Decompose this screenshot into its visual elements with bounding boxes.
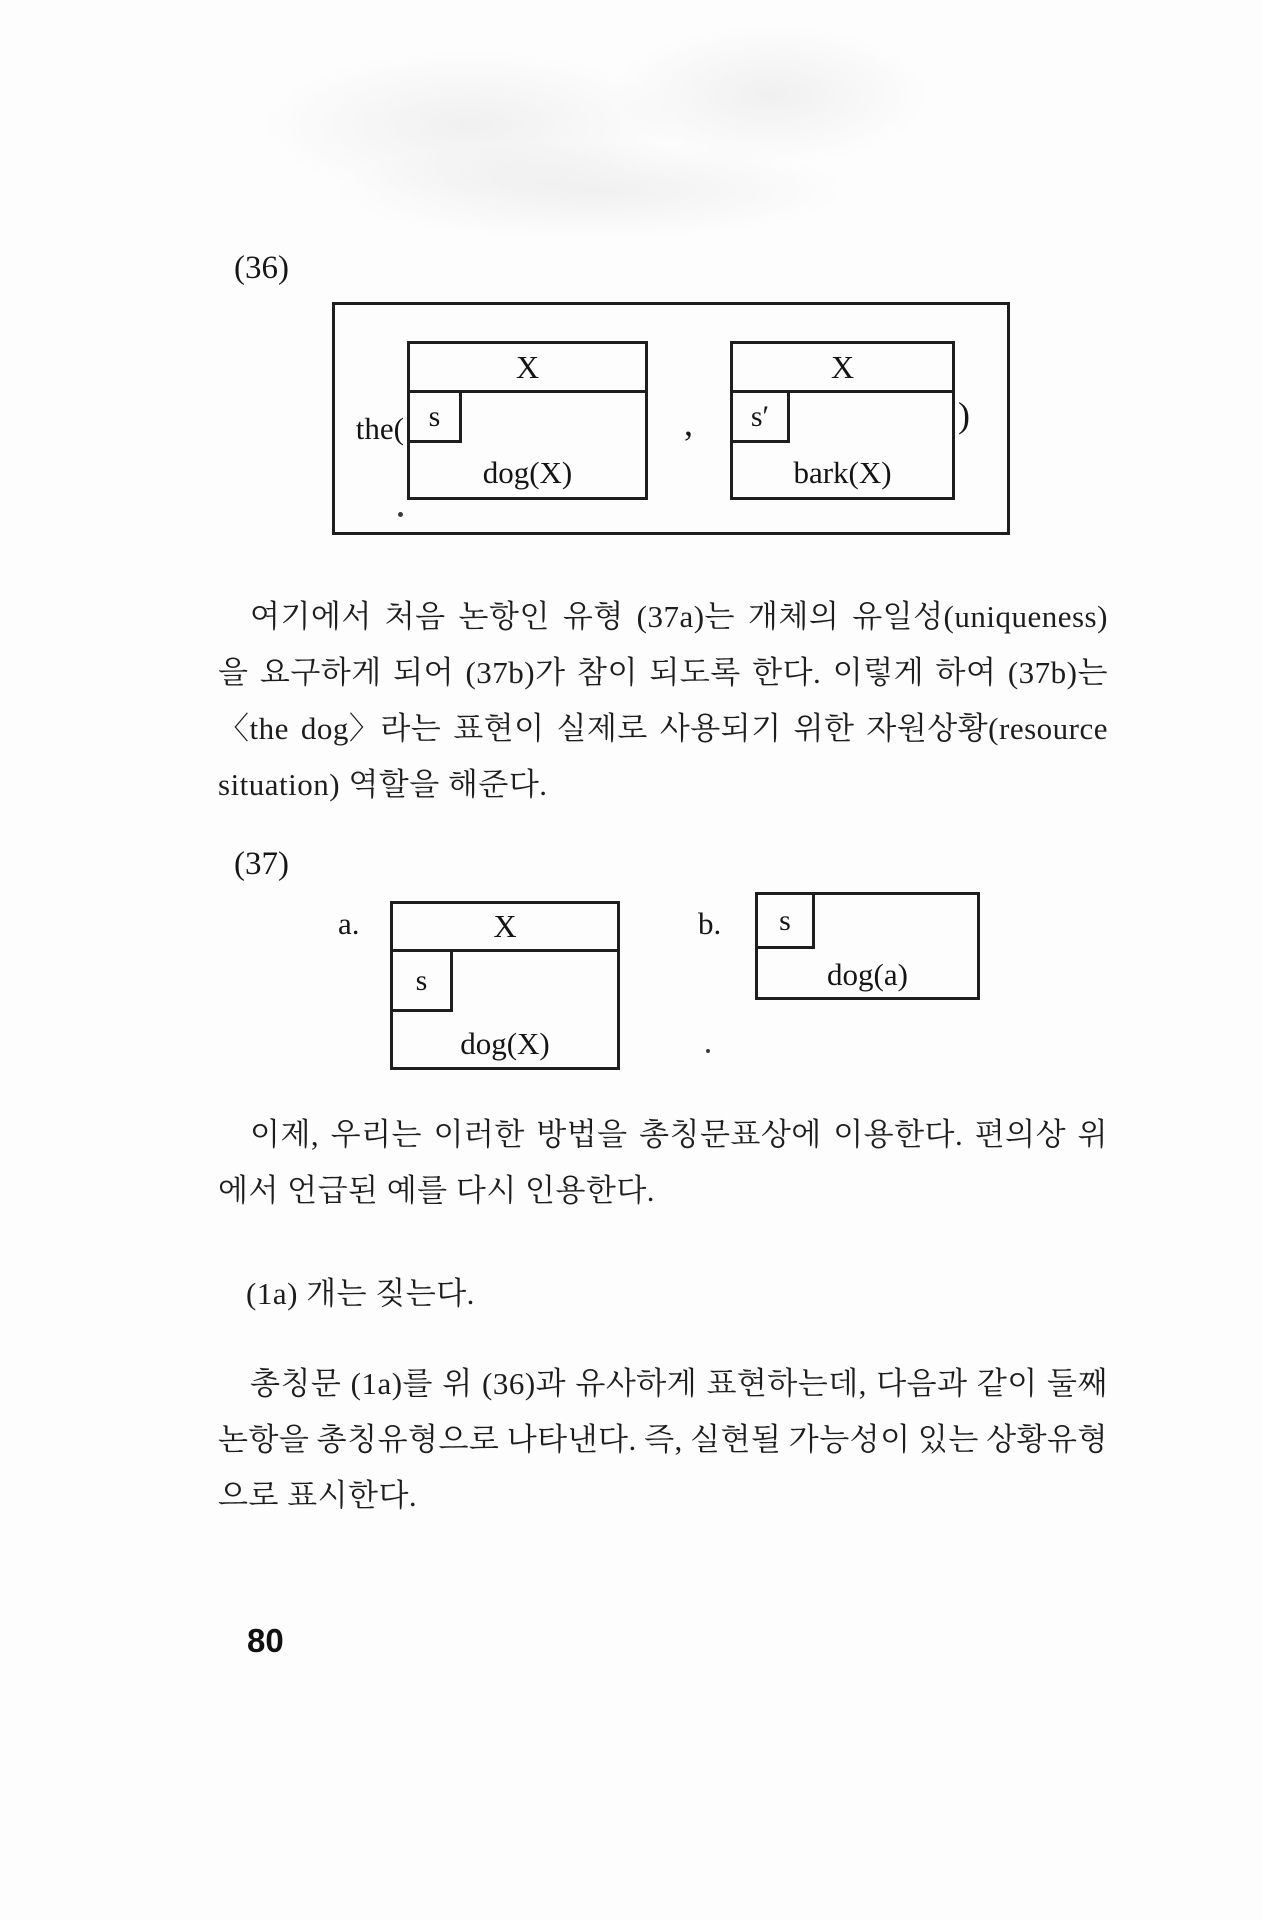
paragraph3-line1: 총칭문 (1a)를 위 (36)과 유사하게 표현하는데, 다음과 같이 둘째 [250,1366,1108,1401]
situation-box-s: s [758,895,815,949]
scan-smudge [260,50,680,200]
type-box-37a [390,901,620,1070]
proposition-box-37b [755,892,980,1000]
situation-box-s: s [410,393,462,443]
condition-dog-x: dog(X) [460,1026,550,1061]
paragraph1-line2: 을 요구하게 되어 (37b)가 참이 되도록 한다. 이렇게 하여 (37b)는 [218,655,1108,690]
scan-smudge [330,140,850,240]
type-parameter-header: X [733,344,952,393]
the-operator-text: the( [355,411,404,446]
page-number: 80 [247,1622,284,1659]
type-box-dog [407,341,648,500]
example-1a-sentence: (1a) 개는 짖는다. [246,1276,475,1311]
scan-dot-artifact [398,512,403,517]
paragraph3-line3: 으로 표시한다. [218,1478,418,1513]
type-parameter-header: X [410,344,645,393]
example-36-label: (36) [234,250,289,286]
paragraph2-line1: 이제, 우리는 이러한 방법을 총칭문표상에 이용한다. 편의상 위 [250,1117,1108,1152]
condition-bark-x: bark(X) [793,455,892,490]
paragraph3-line2: 논항을 총칭유형으로 나타낸다. 즉, 실현될 가능성이 있는 상황유형 [218,1422,1108,1457]
scan-smudge [610,25,930,165]
condition-dog-a: dog(a) [827,957,908,992]
scan-dot-artifact [706,1049,710,1053]
paragraph1-line1: 여기에서 처음 논항인 유형 (37a)는 개체의 유일성(uniqueness) [250,599,1108,634]
item-a-label: a. [338,906,360,941]
situation-box-s: s [393,952,453,1012]
situation-box-s-prime: s′ [733,393,790,443]
paragraph1-line3: 〈the dog〉라는 표현이 실제로 사용되기 위한 자원상황(resource [218,711,1108,746]
comma-separator: , [684,403,693,443]
example-37-label: (37) [234,846,289,882]
closing-paren-text: ) [958,395,970,435]
type-box-bark [730,341,955,500]
type-parameter-header: X [393,904,617,952]
item-b-label: b. [698,906,722,941]
paragraph1-line4: situation) 역할을 해준다. [218,767,548,802]
paragraph2-line2: 에서 언급된 예를 다시 인용한다. [218,1173,656,1208]
condition-dog-x: dog(X) [482,455,573,490]
